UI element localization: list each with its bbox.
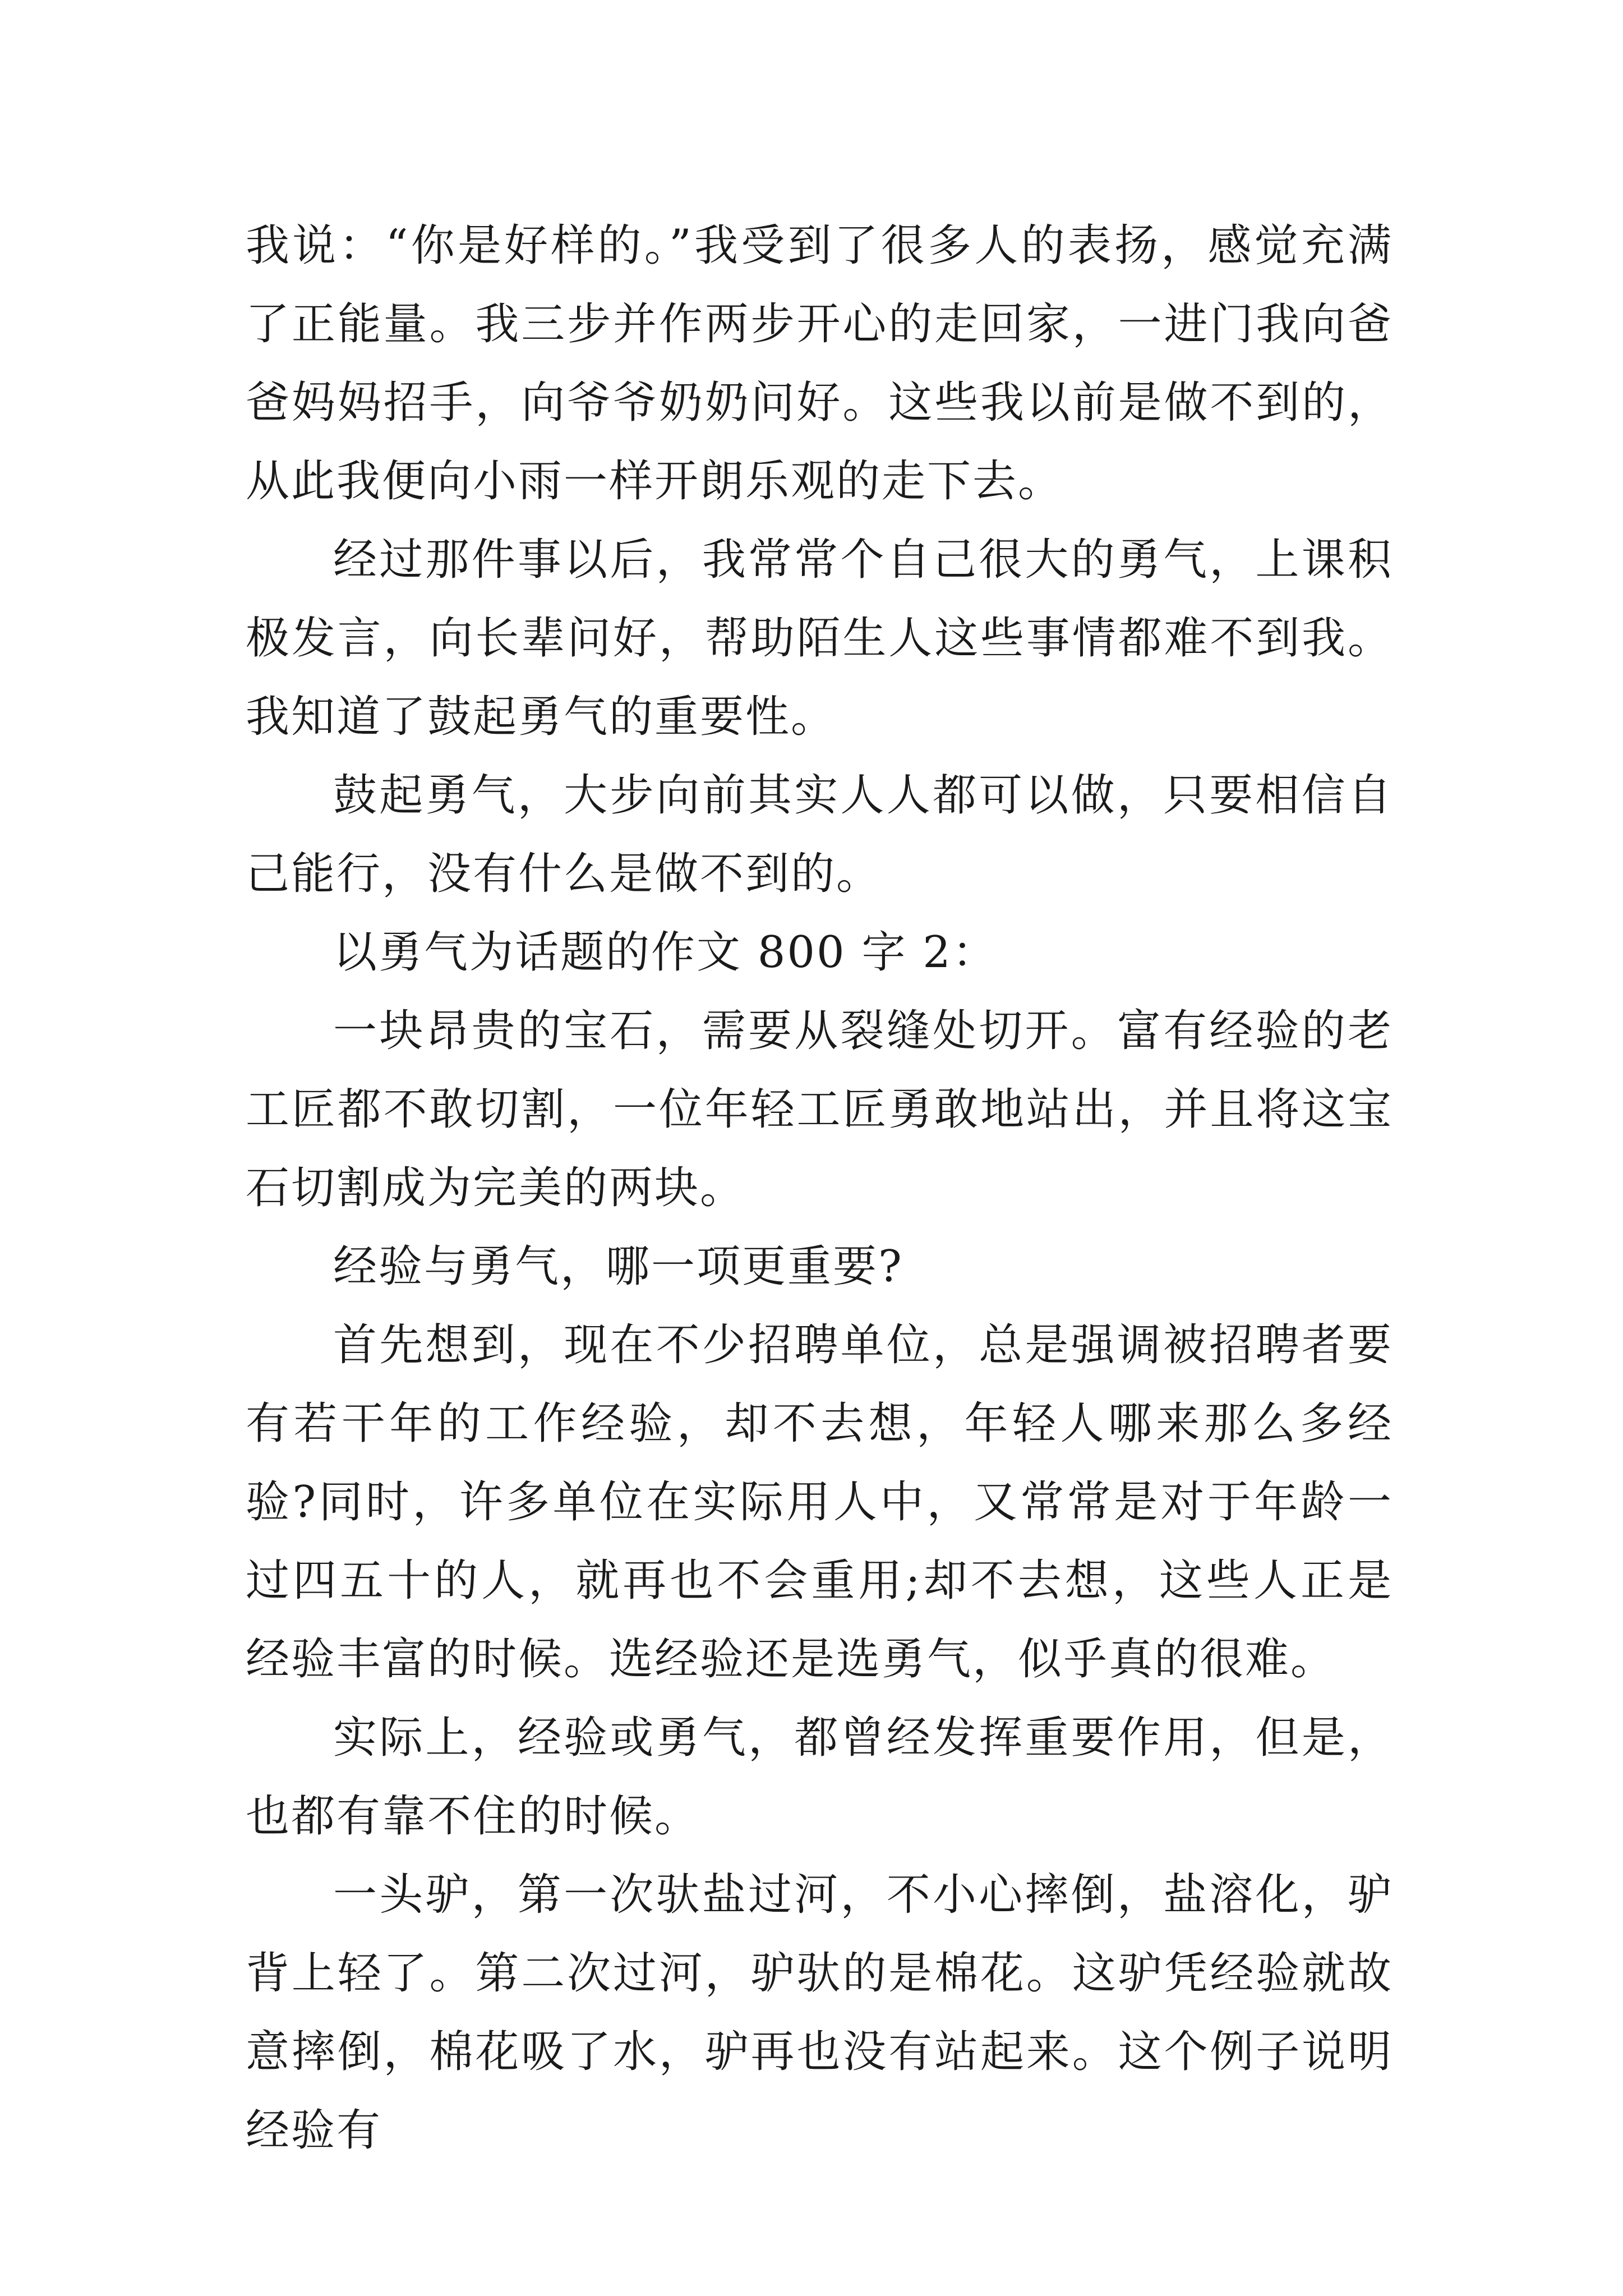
section-heading: 以勇气为话题的作文 800 字 2：	[333, 927, 998, 978]
document-body	[246, 206, 1393, 2170]
paragraph: 一头驴，第一次驮盐过河，不小心摔倒，盐溶化，驴背上轻了。第二次过河，驴驮的是棉花。这驴凭经验就故意摔倒，棉花吸了水，驴再也没有站起来。这个例子说明经验有	[246, 1870, 1393, 2156]
paragraph: 实际上，经验或勇气，都曾经发挥重要作用，但是，也都有靠不住的时候。	[246, 1713, 1393, 1842]
paragraph: 一块昂贵的宝石，需要从裂缝处切开。富有经验的老工匠都不敢切割，一位年轻工匠勇敢地站出，并且将这宝石切割成为完美的两块。	[246, 1006, 1393, 1213]
paragraph: 鼓起勇气，大步向前其实人人都可以做，只要相信自己能行，没有什么是做不到的。	[246, 770, 1393, 899]
paragraph: 经验与勇气，哪一项更重要?	[333, 1241, 903, 1292]
paragraph: 首先想到，现在不少招聘单位，总是强调被招聘者要有若干年的工作经验，却不去想，年轻人哪来那么多经验?同时，许多单位在实际用人中，又常常是对于年龄一过四五十的人，就再也不会重用;却不去想，这些人正是经验丰富的时候。选经验还是选勇气，似乎真的很难。	[246, 1320, 1393, 1685]
paragraph: 经过那件事以后，我常常个自己很大的勇气，上课积极发言，向长辈问好，帮助陌生人这些事情都难不到我。我知道了鼓起勇气的重要性。	[246, 535, 1393, 742]
paragraph: 我说：“你是好样的。”我受到了很多人的表扬，感觉充满了正能量。我三步并作两步开心的走回家，一进门我向爸爸妈妈招手，向爷爷奶奶问好。这些我以前是做不到的，从此我便向小雨一样开朗乐观的走下去。	[246, 220, 1393, 507]
